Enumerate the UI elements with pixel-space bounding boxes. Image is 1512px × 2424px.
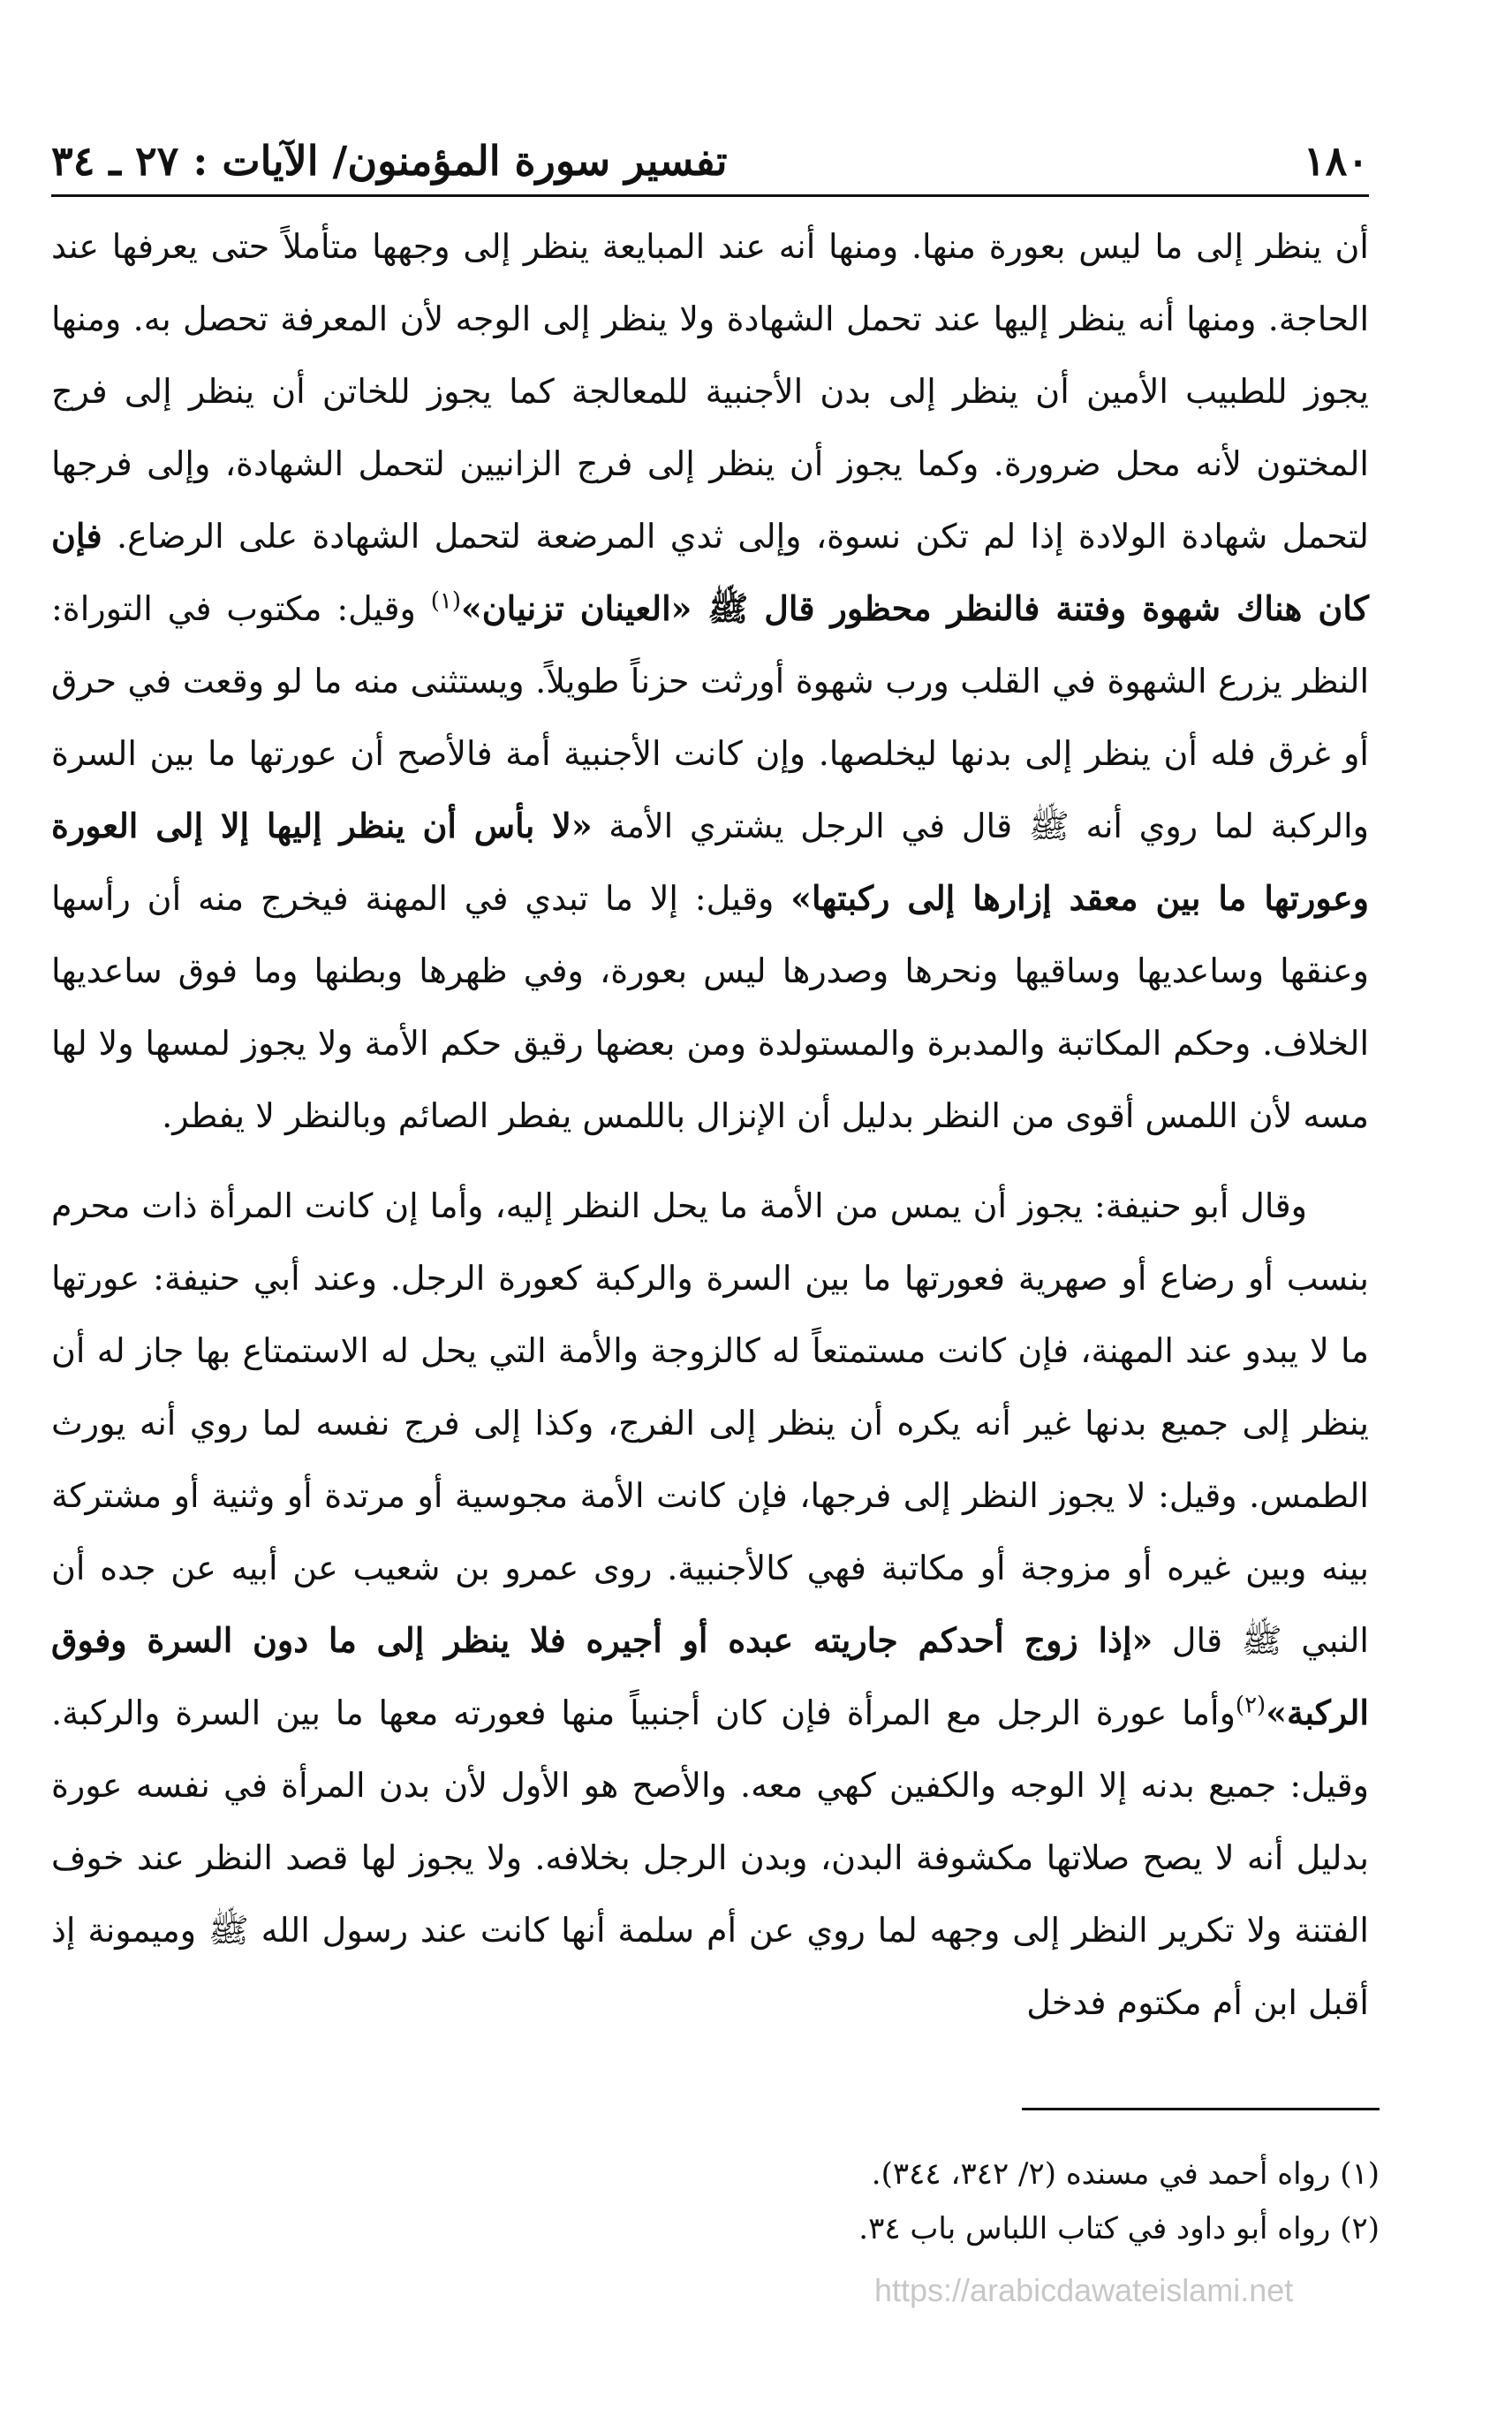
hadith-quote-1: فإن كان هناك شهوة وفتنة فالنظر محظور قال ﷺ «العينان تزنيان» xyxy=(51,516,1369,628)
paragraph-1-text-c: وقيل: مكتوب في التوراة: النظر يزرع الشهوة في القلب ورب شهوة أورثت حزناً طويلاً. ويستثنى منه ما لو وقعت في حرق أو غرق فله أن ينظر إلى بدنها ليخلصها. وإن كانت الأجنبية أمة فالأصح أن عورتها ما بين السرة والركبة لما روي أنه ﷺ قال في الرجل يشتري الأمة xyxy=(51,589,1369,845)
watermark-url: https://arabicdawateislami.net xyxy=(874,2272,1294,2308)
footnote-ref-2: (٢) xyxy=(1235,1692,1266,1719)
running-title: تفسير سورة المؤمنون/ الآيات : ٢٧ ـ ٣٤ xyxy=(51,137,728,185)
body-text xyxy=(51,210,1369,2039)
paragraph-1-text-a: أن ينظر إلى ما ليس بعورة منها. ومنها أنه عند المبايعة ينظر إلى وجهها متأملاً حتى يعرفها عند الحاجة. ومنها أنه ينظر إليها عند تحمل الشهادة ولا ينظر إلى الوجه لأن المعرفة تحصل به. ومنها يجوز للطبيب الأمين أن ينظر إلى بدن الأجنبية للمعالجة كما يجوز للخاتن أن ينظر إلى فرج المختون لأنه محل ضرورة. وكما يجوز أن ينظر إلى فرج الزانيين لتحمل الشهادة، وإلى فرجها لتحمل شهادة الولادة إذا لم تكن نسوة، وإلى ثدي المرضعة لتحمل الشهادة على الرضاع. xyxy=(51,227,1369,556)
paragraph-1-text-e: وقيل: إلا ما تبدي في المهنة فيخرج منه أن رأسها وعنقها وساعديها وساقيها ونحرها وصدرها ليس بعورة، وفي ظهرها وبطنها وما فوق ساعديها الخلاف. وحكم المكاتبة والمدبرة والمستولدة ومن بعضها رقيق حكم الأمة ولا يجوز لمسها ولا لها مسه لأن اللمس أقوى من النظر بدليل أن الإنزال باللمس يفطر الصائم وبالنظر لا يفطر. xyxy=(51,879,1369,1135)
hadith-quote-2: «لا بأس أن ينظر إليها إلا إلى العورة وعورتها ما بين معقد إزارها إلى ركبتها» xyxy=(51,806,1369,918)
paragraph-2-text-c: وأما عورة الرجل مع المرأة فإن كان أجنبياً منها فعورته معها ما بين السرة والركبة. وقيل: جميع بدنه إلا الوجه والكفين كهي معه. والأصح هو الأول لأن بدن المرأة في نفسه عورة بدليل أنه لا يصح صلاتها مكشوفة البدن، وبدن الرجل بخلافه. ولا يجوز لها قصد النظر عند خوف الفتنة ولا تكرير النظر إلى وجهه لما روي عن أم سلمة أنها كانت عند رسول الله ﷺ وميمونة إذ أقبل ابن أم مكتوم فدخل xyxy=(51,1693,1369,2022)
footnotes xyxy=(143,2147,1380,2256)
footnote-ref-1: (١) xyxy=(430,587,461,615)
footnote-rule xyxy=(1022,2108,1380,2110)
footnote-1: (١) رواه أحمد في مسنده (٢/ ٣٤٢، ٣٤٤). xyxy=(871,2156,1380,2192)
page-header xyxy=(51,133,1369,189)
paragraph-2-text-a: وقال أبو حنيفة: يجوز أن يمس من الأمة ما يحل النظر إليه، وأما إن كانت المرأة ذات محرم بنسب أو رضاع أو صهرية فعورتها ما بين السرة والركبة كعورة الرجل. وعند أبي حنيفة: عورتها ما لا يبدو عند المهنة، فإن كانت مستمتعاً له كالزوجة والأمة التي يحل له الاستمتاع بها جاز له أن ينظر إلى جميع بدنها غير أنه يكره أن ينظر إلى الفرج، وكذا إلى فرج نفسه لما روي أنه يورث الطمس. وقيل: لا يجوز النظر إلى فرجها، فإن كانت الأمة مجوسية أو مرتدة أو وثنية أو مشتركة بينه وبين غيره أو مزوجة أو مكاتبة فهي كالأجنبية. روى عمرو بن شعيب عن أبيه عن جده أن النبي ﷺ قال xyxy=(51,1186,1369,1660)
footnote-2: (٢) رواه أبو داود في كتاب اللباس باب ٣٤. xyxy=(858,2211,1380,2246)
header-rule xyxy=(51,194,1369,197)
page-number: ١٨٠ xyxy=(1303,137,1369,185)
paragraph-1 xyxy=(51,210,1369,1152)
paragraph-2 xyxy=(51,1170,1369,2039)
hadith-quote-3: «إذا زوج أحدكم جاريته عبده أو أجيره فلا ينظر إلى ما دون السرة وفوق الركبة» xyxy=(51,1620,1369,1732)
